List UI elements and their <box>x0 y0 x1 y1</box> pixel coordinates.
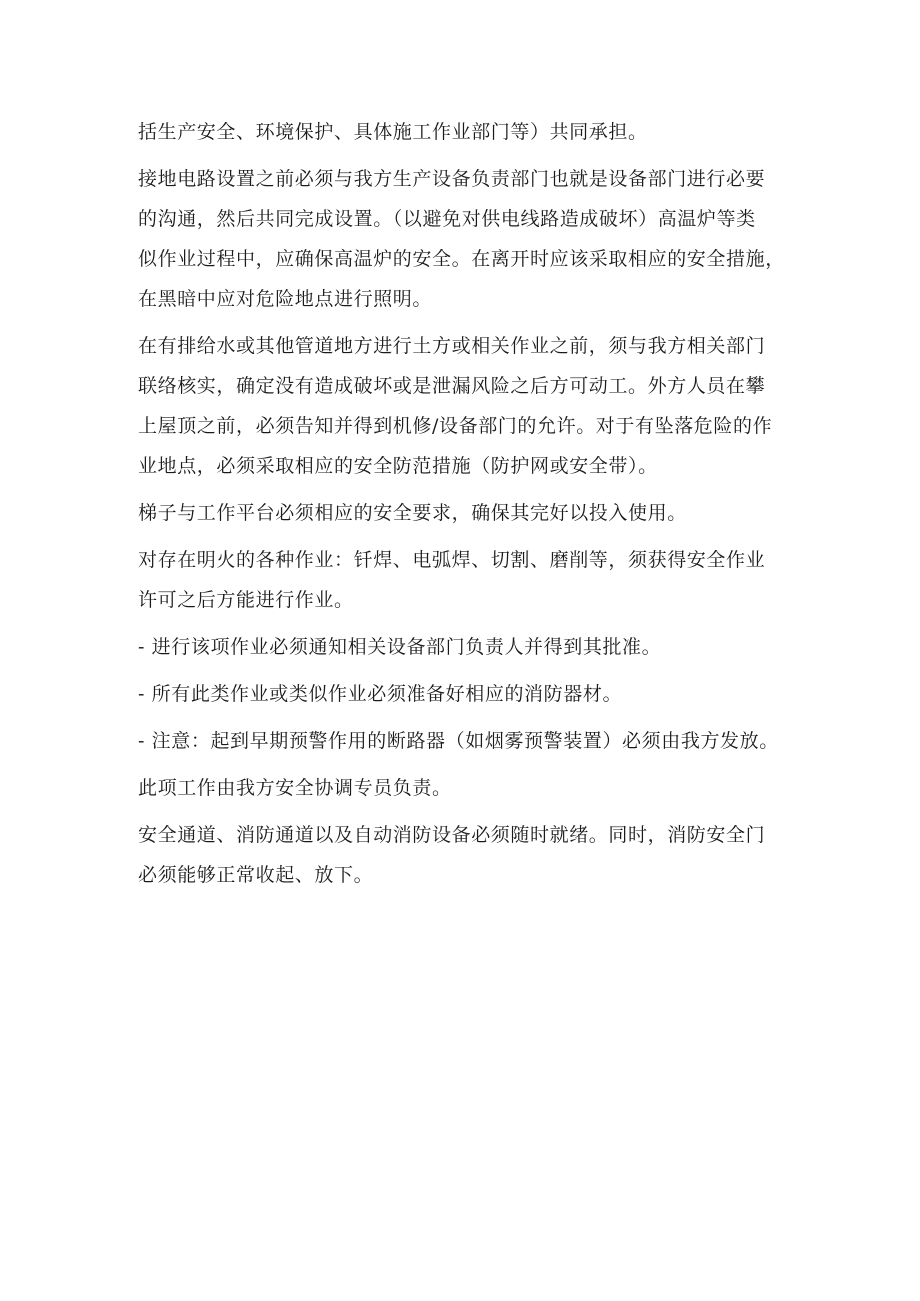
paragraph-gap <box>138 620 838 627</box>
paragraph <box>138 674 838 714</box>
text-line: 此项工作由我方安全协调专员负责。 <box>138 777 452 799</box>
paragraph <box>138 159 838 319</box>
text-line: 必须能够正常收起、放下。 <box>138 864 374 886</box>
paragraph-gap <box>138 319 838 326</box>
paragraph <box>138 627 838 667</box>
text-line: 对存在明火的各种作业：钎焊、电弧焊、切割、磨削等，须获得安全作业 <box>138 549 766 571</box>
text-line: 似作业过程中，应确保高温炉的安全。在离开时应该采取相应的安全措施， <box>138 248 785 270</box>
document-body <box>138 112 838 895</box>
text-line: 业地点，必须采取相应的安全防范措施（防护网或安全带）。 <box>138 455 658 477</box>
paragraph-gap <box>138 486 838 493</box>
text-line: - 注意：起到早期预警作用的断路器（如烟雾预警装置）必须由我方发放。 <box>138 730 779 752</box>
text-line: 括生产安全、环境保护、具体施工作业部门等）共同承担。 <box>138 121 648 143</box>
text-line: 在黑暗中应对危险地点进行照明。 <box>138 288 433 310</box>
text-line: 安全通道、消防通道以及自动消防设备必须随时就绪。同时，消防安全门 <box>138 824 766 846</box>
text-line: 接地电路设置之前必须与我方生产设备负责部门也就是设备部门进行必要 <box>138 168 766 190</box>
paragraph <box>138 493 838 533</box>
paragraph-gap <box>138 808 838 815</box>
paragraph <box>138 768 838 808</box>
paragraph-gap <box>138 761 838 768</box>
paragraph <box>138 326 838 486</box>
paragraph <box>138 540 838 620</box>
paragraph <box>138 112 838 152</box>
text-line: 联络核实，确定没有造成破坏或是泄漏风险之后方可动工。外方人员在攀 <box>138 375 766 397</box>
paragraph <box>138 721 838 761</box>
text-line: 上屋顶之前，必须告知并得到机修/设备部门的允许。对于有坠落危险的作 <box>138 415 773 437</box>
text-line: - 进行该项作业必须通知相关设备部门负责人并得到其批准。 <box>138 636 662 658</box>
text-line: 的沟通，然后共同完成设置。（以避免对供电线路造成破坏）高温炉等类 <box>138 208 756 230</box>
text-line: 梯子与工作平台必须相应的安全要求，确保其完好以投入使用。 <box>138 502 687 524</box>
text-line: 许可之后方能进行作业。 <box>138 589 354 611</box>
text-line: 在有排给水或其他管道地方进行土方或相关作业之前，须与我方相关部门 <box>138 335 766 357</box>
paragraph-gap <box>138 667 838 674</box>
paragraph-gap <box>138 533 838 540</box>
paragraph-gap <box>138 714 838 721</box>
paragraph-gap <box>138 152 838 159</box>
text-line: - 所有此类作业或类似作业必须准备好相应的消防器材。 <box>138 683 623 705</box>
paragraph <box>138 815 838 895</box>
